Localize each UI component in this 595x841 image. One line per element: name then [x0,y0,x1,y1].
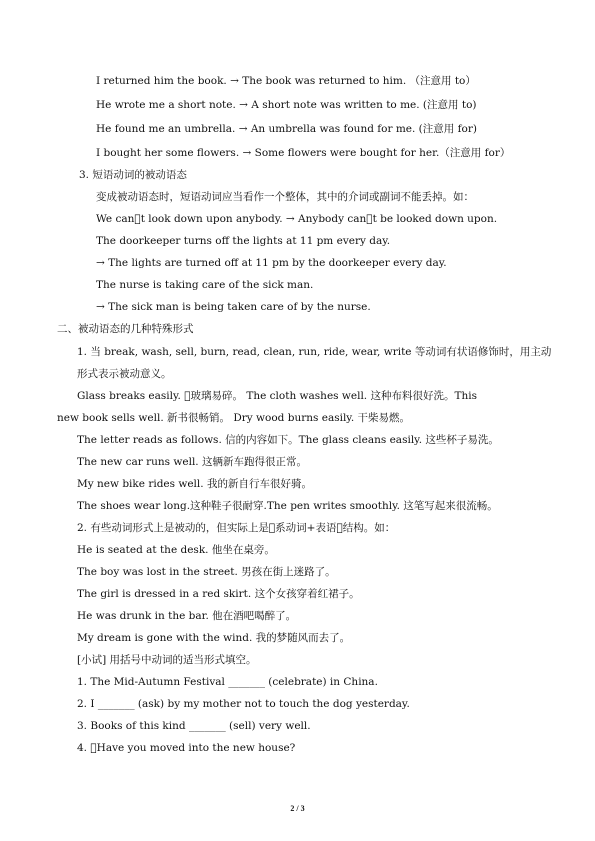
text-line: The shoes wear long.这种鞋子很耐穿.The pen writes smoothly. 这笔写起来很流畅。 [77,500,498,512]
text-line: He was drunk in the bar. 他在酒吧喝醉了。 [77,610,297,622]
section-heading: 3. 短语动词的被动语态 [79,169,187,181]
text-line: The nurse is taking care of the sick man. [96,279,314,291]
text-line: → The lights are turned off at 11 pm by the doorkeeper every day. [96,257,447,269]
text-line: The boy was lost in the street. 男孩在街上迷路了。 [77,566,336,578]
text-line: I returned him the book. → The book was returned to him. （注意用 to） [96,75,476,87]
text-line: new book sells well. 新书很畅销。 Dry wood burns easily. 干柴易燃。 [57,412,411,424]
text-line: We can t look down upon anybody. → Anybody can t be looked down upon. [96,213,498,225]
text-line: My dream is gone with the wind. 我的梦随风而去了。 [77,632,351,644]
text-line: My new bike rides well. 我的新自行车很好骑。 [77,478,312,490]
text-line: Glass breaks easily.  玻璃易碎。 The cloth washes well. 这种布料很好洗。This [77,390,477,402]
text-line: The letter reads as follows. 信的内容如下。The glass cleans easily. 这些杯子易洗。 [77,434,499,446]
text-line: 变成被动语态时，短语动词应当看作一个整体，其中的介词或副词不能丢掉。如： [96,191,474,203]
section-heading: 二、被动语态的几种特殊形式 [57,323,194,335]
text-line: He is seated at the desk. 他坐在桌旁。 [77,544,275,556]
text-line: → The sick man is being taken care of by the nurse. [96,301,371,313]
text-line: He found me an umbrella. → An umbrella was found for me. (注意用 for) [96,123,477,135]
page-number: 2 / 3 [290,804,305,813]
text-line: The girl is dressed in a red skirt. 这个女孩穿着红裙子。 [77,588,360,600]
text-line: He wrote me a short note. → A short note was written to me. (注意用 to) [96,99,477,111]
exercise-item: 2. I _______ (ask) by my mother not to touch the dog yesterday. [77,698,410,710]
text-line: I bought her some flowers. → Some flowers were bought for her.（注意用 for） [96,147,511,159]
text-line: 2. 有些动词形式上是被动的，但实际上是 系动词+表语 结构。如： [77,522,396,534]
exercise-item: 1. The Mid-Autumn Festival _______ (celebrate) in China. [77,676,378,688]
exercise-item: 4.  Have you moved into the new house? [77,742,296,754]
text-line: The new car runs well. 这辆新车跑得很正常。 [77,456,307,468]
exercise-item: 3. Books of this kind _______ (sell) very well. [77,720,311,732]
text-line: The doorkeeper turns off the lights at 11 pm every day. [96,235,391,247]
text-line: 1. 当 break, wash, sell, burn, read, clean, run, ride, wear, write 等动词有状语修饰时，用主动 [77,346,552,358]
text-line: 形式表示被动意义。 [77,368,172,380]
text-line: [小试] 用括号中动词的适当形式填空。 [77,654,257,666]
